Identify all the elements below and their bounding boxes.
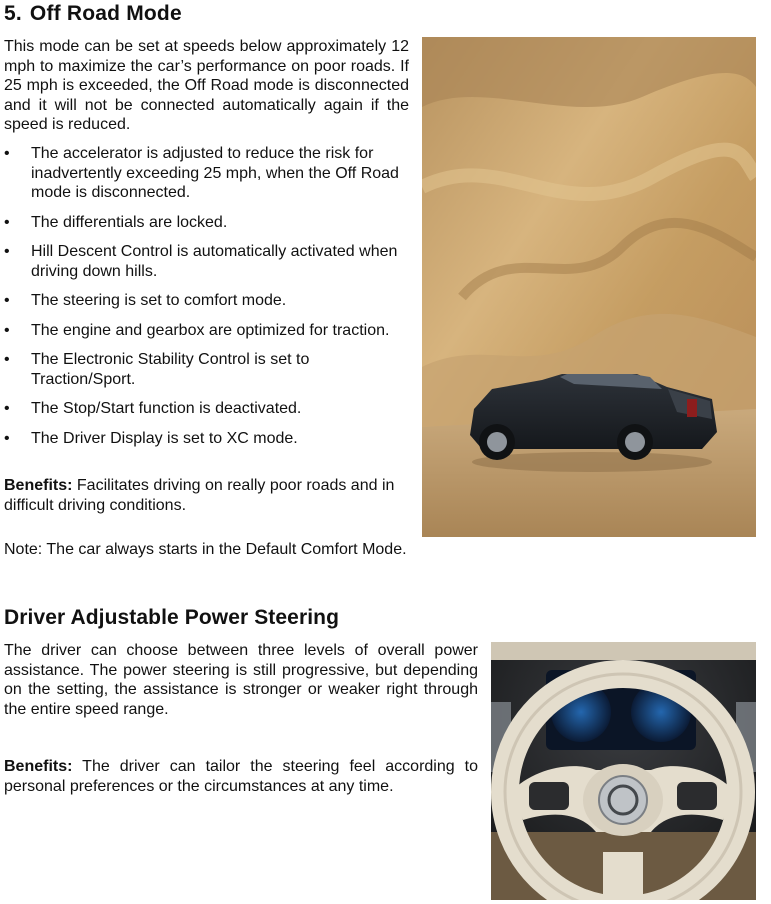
steering-body: The driver can choose between three levels of overall power assistance. The power steering is still progressive, but depending on the setting, the assistance is stronger or weaker right through the entire speed range. — [4, 642, 478, 718]
benefits-label: Benefits: — [4, 477, 73, 494]
off-road-note: Note: The car always starts in the Default Comfort Mode. — [4, 541, 407, 558]
list-item: • The accelerator is adjusted to reduce the risk for inadvertently exceeding 25 mph, when the Off Road mode is disconnected. — [4, 145, 399, 201]
list-item: • Hill Descent Control is automatically activated when driving down hills. — [4, 243, 398, 280]
list-item: • The differentials are locked. — [4, 213, 228, 231]
section-number: 5. — [4, 2, 22, 25]
bullet-icon: • — [4, 213, 10, 231]
benefits-label: Benefits: — [4, 758, 73, 775]
steering-benefits: Benefits: The driver can tailor the steering feel according to personal preferences or the circumstances at any time. — [4, 758, 478, 795]
list-item: • The Driver Display is set to XC mode. — [4, 429, 298, 447]
list-item: • The steering is set to comfort mode. — [4, 292, 287, 309]
bullet-icon: • — [4, 429, 10, 447]
list-item: • The Stop/Start function is deactivated. — [4, 400, 302, 417]
off-road-intro: This mode can be set at speeds below approximately 12 mph to maximize the car’s performance on poor roads. If 25 mph is exceeded, the Off Road mode is disconnected and it will not be connected automatically again if the speed is reduced. — [4, 38, 409, 133]
bullet-icon: • — [4, 400, 10, 417]
off-road-heading — [4, 2, 182, 26]
bullet-icon: • — [4, 321, 10, 339]
steering-wheel-photo — [491, 642, 756, 900]
bullet-icon: • — [4, 351, 10, 368]
bullet-icon: • — [4, 243, 10, 260]
list-item: • The Electronic Stability Control is set to Traction/Sport. — [4, 351, 310, 388]
steering-heading: Driver Adjustable Power Steering — [4, 606, 340, 629]
bullet-icon: • — [4, 292, 10, 309]
off-road-car-photo — [422, 37, 756, 537]
off-road-benefits: Benefits: Facilitates driving on really poor roads and in difficult driving conditions. — [4, 477, 395, 514]
off-road-title: Off Road Mode — [29, 2, 182, 25]
bullet-icon: • — [4, 145, 10, 162]
list-item: • The engine and gearbox are optimized for traction. — [4, 321, 390, 339]
off-road-feature-list — [4, 144, 414, 458]
